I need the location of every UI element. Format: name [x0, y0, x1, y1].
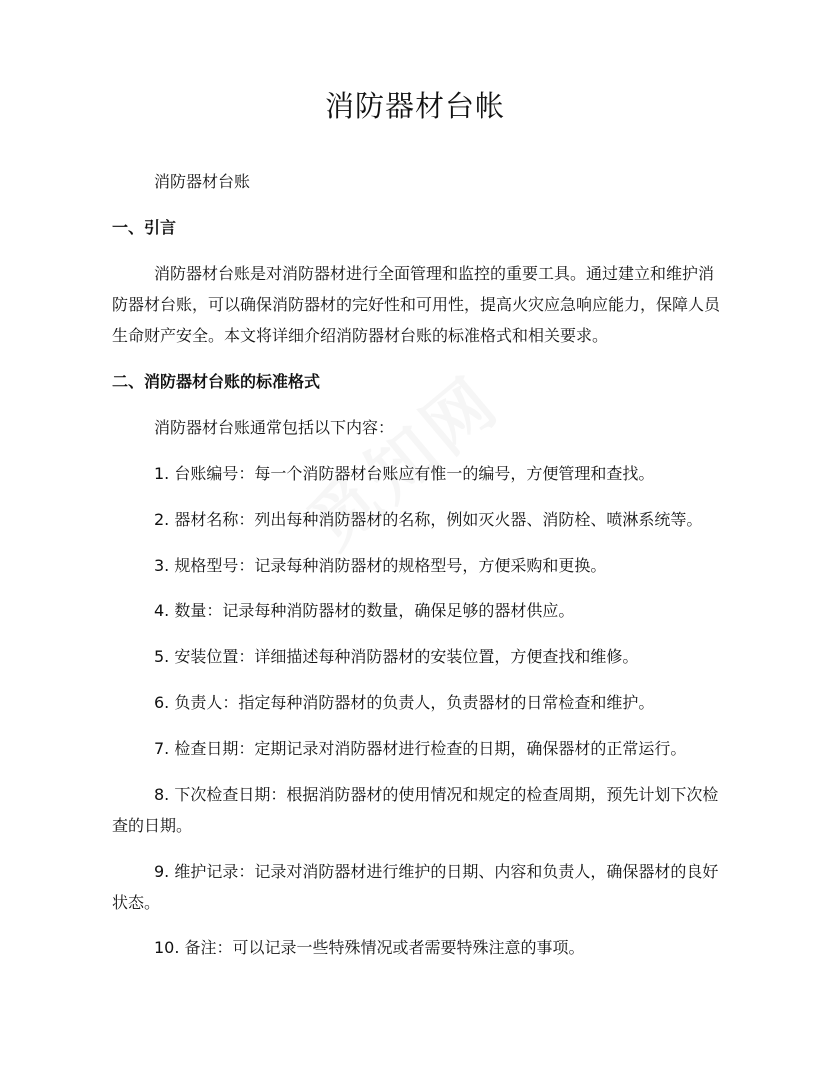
list-item: 1. 台账编号：每一个消防器材台账应有惟一的编号，方便管理和查找。: [154, 464, 655, 483]
list-item: 3. 规格型号：记录每种消防器材的规格型号，方便采购和更换。: [154, 556, 607, 575]
list-item: 6. 负责人：指定每种消防器材的负责人，负责器材的日常检查和维护。: [154, 693, 655, 712]
list-item: 5. 安装位置：详细描述每种消防器材的安装位置，方便查找和维修。: [154, 647, 639, 666]
list-item: 10. 备注：可以记录一些特殊情况或者需要特殊注意的事项。: [154, 938, 585, 957]
section-2-intro: 消防器材台账通常包括以下内容：: [154, 418, 395, 437]
section-1-body: 消防器材台账是对消防器材进行全面管理和监控的重要工具。通过建立和维护消防器材台账，可以确保消防器材的完好性和可用性，提高火灾应急响应能力，保障人员生命财产安全。本文将详细介绍消防器材台账的标准格式和相关要求。: [112, 264, 721, 345]
section-1-heading: 一、引言: [112, 218, 177, 237]
list-item: 7. 检查日期：定期记录对消防器材进行检查的日期，确保器材的正常运行。: [154, 739, 687, 758]
list-item: 8. 下次检查日期：根据消防器材的使用情况和规定的检查周期，预先计划下次检查的日期。: [112, 785, 719, 835]
list-item: 9. 维护记录：记录对消防器材进行维护的日期、内容和负责人，确保器材的良好状态。: [112, 862, 719, 912]
list-item: 2. 器材名称：列出每种消防器材的名称，例如灭火器、消防栓、喷淋系统等。: [154, 510, 703, 529]
list-item: 4. 数量：记录每种消防器材的数量，确保足够的器材供应。: [154, 601, 575, 620]
document-title: 消防器材台帐: [324, 89, 505, 123]
section-2-heading: 二、消防器材台账的标准格式: [112, 372, 321, 391]
document-subtitle: 消防器材台账: [154, 172, 251, 191]
